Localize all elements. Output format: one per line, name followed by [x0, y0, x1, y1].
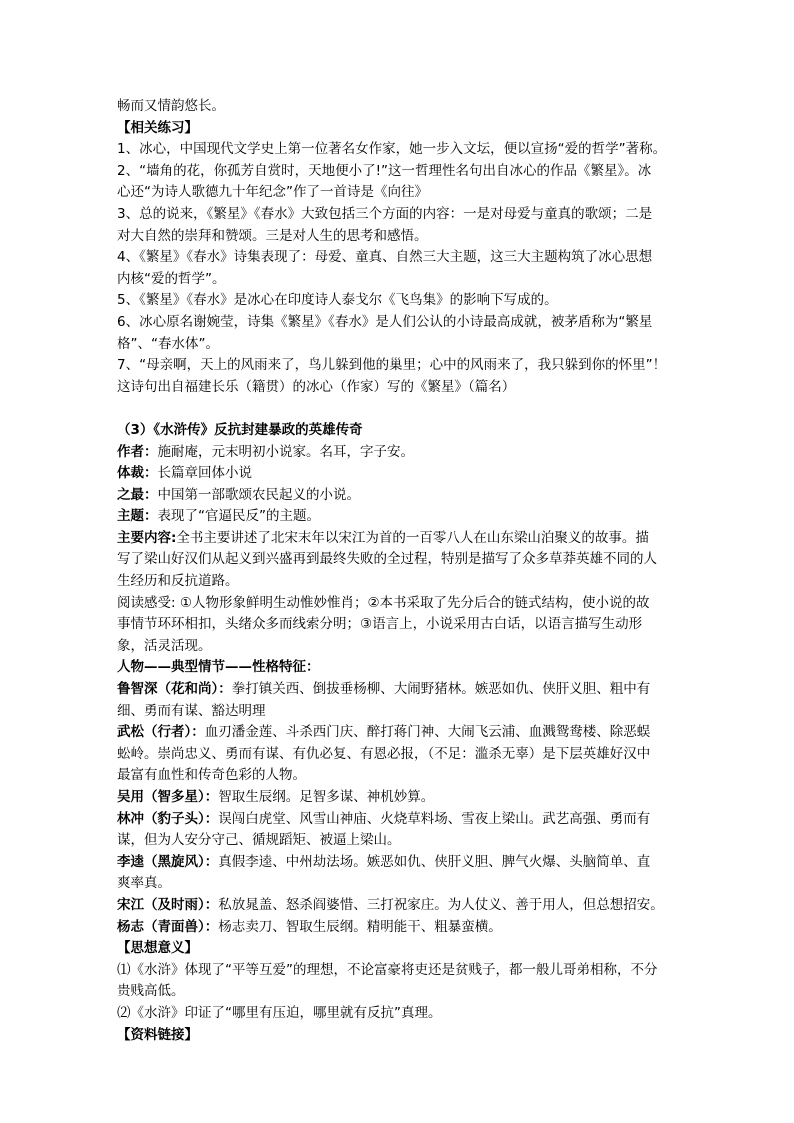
- character-text: 真假李逵、中州劫法场。嫉恶如仇、侠肝义胆、脾气火爆、头脑简单、直: [218, 853, 651, 870]
- practice-line: 5、《繁星》《春水》是冰心在印度诗人泰戈尔《飞鸟集》的影响下写成的。: [117, 292, 558, 309]
- content-text: 全书主要讲述了北宋末年以宋江为首的一百零八人在山东梁山泊聚义的故事。描: [176, 529, 649, 546]
- practice-line: 6、冰心原名谢婉莹，诗集《繁星》《春水》是人们公认的小诗最高成就，被茅盾称为“繁星: [117, 313, 653, 330]
- first-line: [117, 485, 677, 507]
- content-line: [117, 528, 677, 550]
- practice-line: 7、“母亲啊，天上的风雨来了，鸟儿躲到他的巢里；心中的风雨来了，我只躲到你的怀里”！: [117, 357, 667, 374]
- character-label: 林冲（豹子头）：: [117, 810, 219, 827]
- character-text: 智取生辰纲。足智多谋、神机妙算。: [218, 789, 435, 805]
- meaning-line: 贵贱高低。: [117, 983, 185, 1000]
- reading-line: 象，活灵活现。: [117, 637, 212, 654]
- character-text: 拳打镇关西、倒拔垂杨柳、大闹野猪林。嫉恶如仇、侠肝义胆、粗中有: [231, 681, 651, 698]
- character-text: 血刃潘金莲、斗杀西门庆、醉打蒋门神、大闹飞云浦、血溅鸳鸯楼、除恶蜈: [204, 724, 651, 741]
- character-entry: [117, 679, 677, 701]
- character-text: 细、勇而有谋、豁达明理: [117, 702, 266, 719]
- character-label: 武松（行者）：: [117, 724, 205, 741]
- character-entry: [117, 895, 677, 917]
- practice-line: 1、冰心，中国现代文学史上第一位著名女作家，她一步入文坛，便以宣扬“爱的哲学”著称。: [117, 141, 667, 158]
- content-label: 主要内容:: [117, 529, 177, 546]
- author-label: 作者：: [117, 443, 158, 460]
- genre-label: 体裁：: [117, 465, 158, 482]
- characters-heading: 人物——典型情节——性格特征：: [117, 659, 320, 676]
- practice-line: 格”、“春水体”。: [117, 335, 219, 352]
- practice-line: 2、“墙角的花，你孤芳自赏时，天地便小了!”这一哲理性名句出自冰心的作品《繁星》。冰: [117, 162, 652, 179]
- links-heading: 【资料链接】: [117, 1026, 198, 1043]
- character-label: 吴用（智多星）：: [117, 789, 219, 805]
- genre-text: 长篇章回体小说: [157, 465, 252, 482]
- character-text: 谋，但为人安分守己、循规蹈矩、被逼上梁山。: [117, 832, 401, 849]
- section-title: （3）《水浒传》反抗封建暴政的英雄传奇: [117, 421, 363, 438]
- genre-line: [117, 463, 677, 485]
- practice-line: 这诗句出自福建长乐（籍贯）的冰心（作家）写的《繁星》（篇名）: [117, 378, 516, 395]
- meaning-line: ⑵《水浒》印证了“哪里有压迫，哪里就有反抗”真理。: [117, 1004, 442, 1021]
- document-page: [117, 96, 677, 1046]
- meaning-heading: 【思想意义】: [117, 940, 198, 957]
- theme-line: [117, 506, 677, 528]
- content-line: 生经历和反抗道路。: [117, 573, 239, 590]
- character-label: 鲁智深（花和尚）：: [117, 681, 232, 698]
- first-text: 中国第一部歌颂农民起义的小说。: [157, 486, 360, 503]
- character-text: 误闯白虎堂、风雪山神庙、火烧草料场、雪夜上梁山。武艺高强、勇而有: [218, 810, 651, 827]
- practice-line: 4、《繁星》《春水》诗集表现了：母爱、童真、自然三大主题，这三大主题构筑了冰心思想: [117, 249, 653, 266]
- character-text: 爽率真。: [117, 875, 171, 892]
- practice-line: 心还“为诗人歌德九十年纪念”作了一首诗是《向往》: [117, 184, 428, 201]
- character-text: 杨志卖刀、智取生辰纲。精明能干、粗暴蛮横。: [218, 918, 502, 935]
- character-label: 杨志（青面兽）：: [117, 918, 219, 935]
- character-entry: [117, 722, 677, 744]
- reading-line: 阅读感受: ①人物形象鲜明生动惟妙惟肖；②本书采取了先分后合的链式结构，使小说的故: [117, 594, 650, 611]
- author-line: [117, 442, 677, 464]
- character-entry: [117, 787, 677, 809]
- character-label: 李逵（黑旋风）：: [117, 853, 219, 870]
- author-text: 施耐庵，元末明初小说家。名耳，字子安。: [157, 443, 414, 460]
- character-text: 私放晁盖、怒杀阎婆惜、三打祝家庄。为人仗义、善于用人，但总想招安。: [218, 896, 664, 913]
- practice-line: 3、总的说来，《繁星》《春水》大致包括三个方面的内容：一是对母爱与童真的歌颂；二是: [117, 205, 653, 222]
- character-entry: [117, 852, 677, 874]
- character-text: 蚣岭。崇尚忠义、勇而有谋、有仇必复、有恩必报，（不足：滥杀无辜）是下层英雄好汉中: [117, 745, 651, 762]
- practice-heading: 【相关练习】: [117, 119, 198, 136]
- character-entry: [117, 809, 677, 831]
- first-label: 之最：: [117, 486, 158, 503]
- character-text: 最富有血性和传奇色彩的人物。: [117, 767, 306, 784]
- character-entry: [117, 917, 677, 939]
- practice-line: 内核“爱的哲学”。: [117, 270, 226, 287]
- content-line: 写了梁山好汉们从起义到兴盛再到最终失败的全过程，特别是描写了众多草莽英雄不同的人: [117, 551, 657, 568]
- meaning-line: ⑴《水浒》体现了“平等互爱”的理想，不论富豪将吏还是贫贱子，都一般儿哥弟相称，不分: [117, 961, 658, 978]
- blank-line: [117, 398, 677, 420]
- theme-text: 表现了“官逼民反”的主题。: [157, 508, 320, 525]
- theme-label: 主题：: [117, 508, 158, 525]
- practice-line: 对大自然的崇拜和赞颂。三是对人生的思考和感悟。: [117, 227, 428, 244]
- character-label: 宋江（及时雨）：: [117, 896, 219, 913]
- reading-line: 事情节环环相扣，头绪众多而线索分明；③语言上，小说采用古白话，以语言描写生动形: [117, 616, 643, 633]
- intro-tail: 畅而又情韵悠长。: [117, 98, 225, 114]
